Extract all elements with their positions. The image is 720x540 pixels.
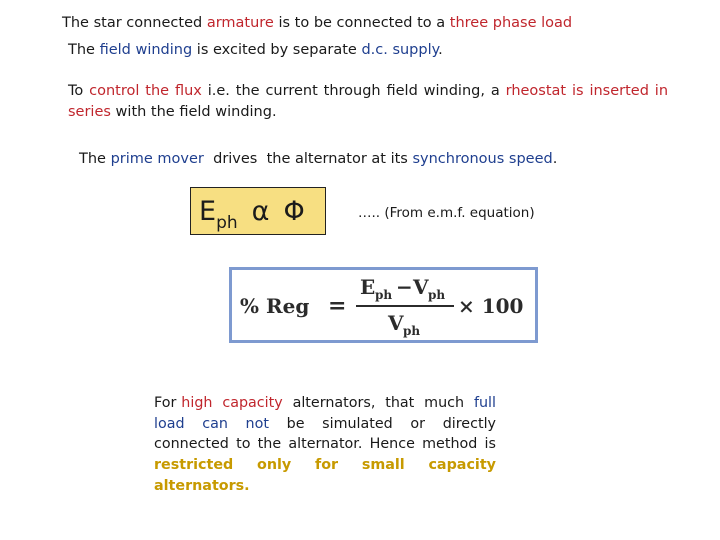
emf-proportionality-box — [190, 187, 326, 235]
synchronous-speed-term: synchronous speed — [412, 151, 553, 167]
flux-symbol: Φ — [283, 196, 305, 227]
denominator-v: V — [388, 311, 404, 335]
statement-armature-load: The star connected armature is to be connected to a three phase load — [62, 15, 573, 31]
numerator-v: V — [413, 275, 429, 299]
emf-subscript: ph — [216, 213, 238, 233]
statement-flux-control: To control the flux i.e. the current through field winding, a rheostat is inserted in series with the field winding. — [68, 83, 669, 121]
regulation-formula-graphic — [232, 270, 535, 340]
proportional-symbol: α — [251, 196, 270, 227]
times-hundred: × 100 — [458, 294, 524, 318]
regulation-formula — [229, 267, 538, 343]
numerator-e: E — [360, 275, 376, 299]
emf-symbol: E — [199, 196, 217, 227]
numerator-minus: − — [396, 275, 413, 299]
numerator-v-sub: ph — [428, 288, 446, 302]
statement-field-winding: The field winding is excited by separate d.c. supply. — [68, 42, 443, 58]
numerator-e-sub: ph — [375, 288, 393, 302]
denominator-v-sub: ph — [403, 324, 421, 338]
high-capacity-term: high capacity — [181, 395, 283, 411]
armature-term: armature — [206, 15, 274, 31]
statement-limitation: For high capacity alternators, that much full load can not be simulated or directly connected to the alternator. Hence method is restricted only for small capacity alternators. — [154, 395, 501, 494]
three-phase-load-term: three phase load — [449, 15, 573, 31]
dc-supply-term: d.c. supply — [361, 42, 439, 58]
restriction-term: restricted only for small capacity alternators. — [154, 457, 496, 494]
equals-sign: = — [328, 293, 347, 319]
emf-equation-note: ….. (From e.m.f. equation) — [358, 205, 535, 221]
statement-prime-mover: The prime mover drives the alternator at its synchronous speed. — [79, 151, 558, 167]
full-load-term: full load can not — [154, 395, 501, 432]
rheostat-term: rheostat is inserted in series — [68, 83, 669, 121]
prime-mover-term: prime mover — [110, 151, 204, 167]
field-winding-term: field winding — [99, 42, 193, 58]
regulation-lhs: % Reg — [240, 294, 310, 318]
control-flux-term: control the flux — [89, 83, 202, 99]
